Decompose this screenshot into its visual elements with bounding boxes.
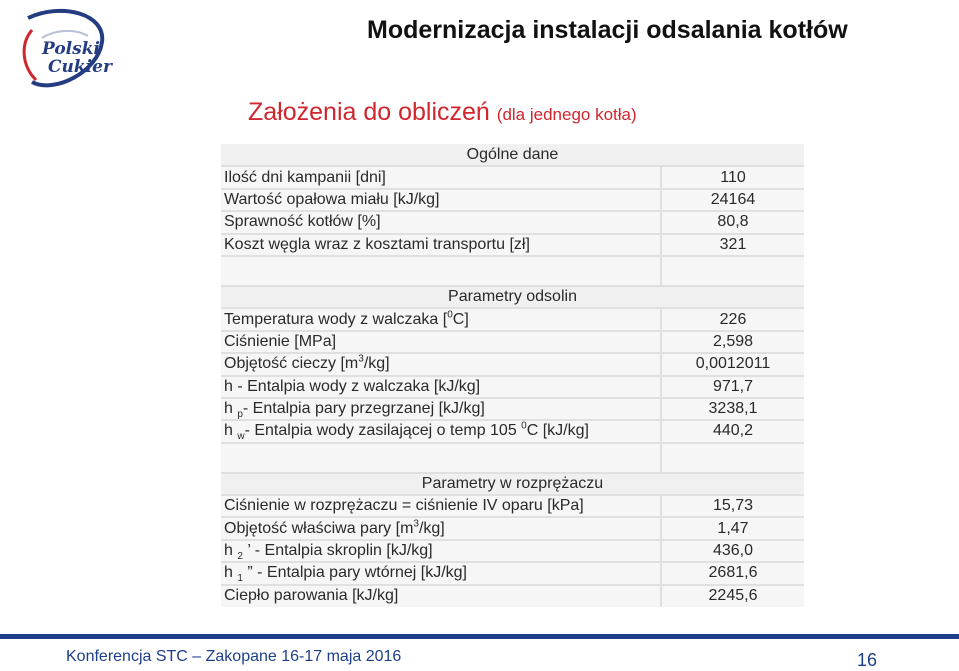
row-label: h - Entalpia wody z walczaka [kJ/kg] [221, 376, 661, 398]
row-label: h $_2$ ’ - Entalpia skroplin [kJ/kg] [221, 540, 661, 562]
row-label: Ciśnienie w rozprężaczu = ciśnienie IV oparu [kPa] [221, 495, 661, 517]
row-value: 80,8 [661, 211, 804, 233]
table-row [221, 353, 804, 375]
slide-title: Modernizacja instalacji odsalania kotłów [367, 16, 848, 44]
footer-conference-text: Konferencja STC – Zakopane 16-17 maja 2016 [66, 648, 402, 665]
row-value: 436,0 [661, 540, 804, 562]
table-row [221, 234, 804, 256]
row-label: Ciśnienie [MPa] [221, 331, 661, 353]
table-row [221, 540, 804, 562]
row-label: Objętość cieczy $[m^3/kg]$ [221, 353, 661, 375]
row-label: Ilość dni kampanii [dni] [221, 166, 661, 188]
row-value: 2,598 [661, 331, 804, 353]
empty-cell [221, 256, 661, 286]
spacer-row [221, 256, 804, 286]
subtitle-main: Założenia do obliczeń [248, 98, 490, 126]
row-value: 2245,6 [661, 585, 804, 607]
row-value: 2681,6 [661, 562, 804, 584]
table-row [221, 376, 804, 398]
table-row [221, 420, 804, 442]
row-value: 321 [661, 234, 804, 256]
row-label: h $_1$ ” - Entalpia pary wtórnej [kJ/kg] [221, 562, 661, 584]
row-value: 110 [661, 166, 804, 188]
section-header-expander: Parametry w rozprężaczu [221, 473, 804, 495]
row-value: 3238,1 [661, 398, 804, 420]
subtitle-note: (dla jednego kotła) [496, 105, 637, 124]
row-value: 440,2 [661, 420, 804, 442]
table-row [221, 398, 804, 420]
row-label: h $_p$- Entalpia pary przegrzanej [kJ/kg] [221, 398, 661, 420]
row-label: Sprawność kotłów [%] [221, 211, 661, 233]
page-number: 16 [857, 650, 878, 670]
empty-cell [221, 443, 661, 473]
row-value: 0,0012011 [661, 353, 804, 375]
row-label: Temperatura wody z walczaka [$^0$C] [221, 308, 661, 330]
row-label: Ciepło parowania [kJ/kg] [221, 585, 661, 607]
section-header-row [221, 286, 804, 308]
spacer-row [221, 443, 804, 473]
row-value: 226 [661, 308, 804, 330]
row-value: 971,7 [661, 376, 804, 398]
parameters-table [221, 144, 804, 607]
section-header-blowdown: Parametry odsolin [221, 286, 804, 308]
footer-divider [0, 634, 959, 639]
table-row [221, 585, 804, 607]
row-label: Wartość opałowa miału [kJ/kg] [221, 189, 661, 211]
section-header-general: Ogólne dane [221, 144, 804, 166]
table-row [221, 495, 804, 517]
row-label: Objętość właściwa pary $[m^3/kg]$ [221, 517, 661, 539]
empty-cell [661, 443, 804, 473]
row-value: 24164 [661, 189, 804, 211]
row-label: Koszt węgla wraz z kosztami transportu [zł] [221, 234, 661, 256]
section-header-row [221, 144, 804, 166]
table-row [221, 517, 804, 539]
table-row [221, 189, 804, 211]
table-row [221, 308, 804, 330]
polski-cukier-logo [14, 8, 114, 94]
section-header-row [221, 473, 804, 495]
table-row [221, 562, 804, 584]
logo-text-polski: Polski [42, 39, 100, 59]
logo-text-cukier: Cukier [48, 57, 112, 77]
table-row [221, 331, 804, 353]
slide-subtitle [248, 98, 637, 127]
row-value: 1,47 [661, 517, 804, 539]
row-value: 15,73 [661, 495, 804, 517]
table-row [221, 211, 804, 233]
table-row [221, 166, 804, 188]
empty-cell [661, 256, 804, 286]
row-label: h $_w$- Entalpia wody zasilającej o temp 105 $^0$C [kJ/kg] [221, 420, 661, 442]
